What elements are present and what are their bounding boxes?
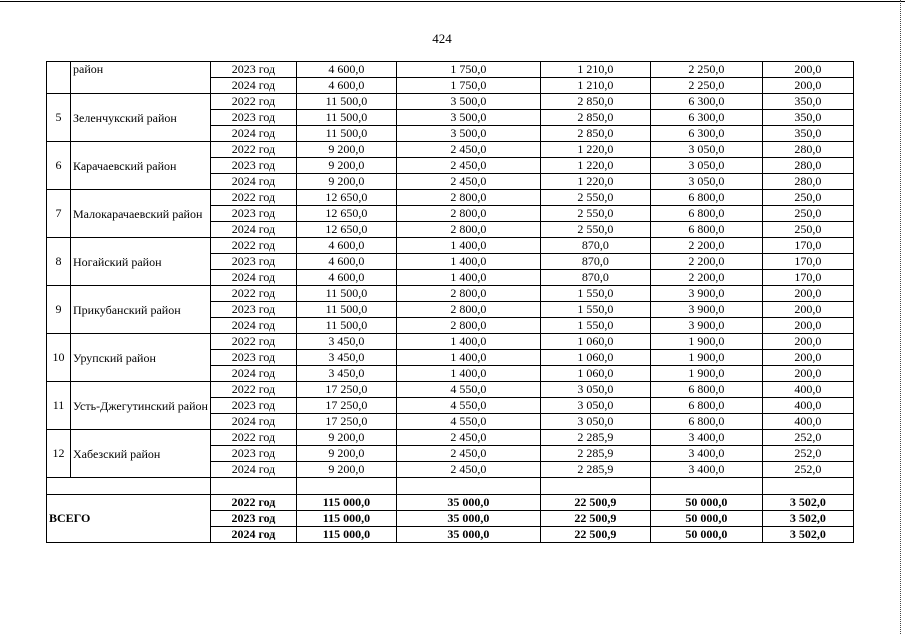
cell-value-col2: 2 450,0	[396, 462, 540, 478]
cell-value-col5: 200,0	[762, 78, 853, 94]
cell-value-col3: 1 210,0	[540, 62, 650, 78]
cell-value-col1: 12 650,0	[296, 206, 396, 222]
empty-cell	[296, 478, 396, 495]
cell-value-col5: 250,0	[762, 190, 853, 206]
cell-value-col3: 1 220,0	[540, 158, 650, 174]
district-number: 10	[47, 334, 71, 382]
table-row	[47, 238, 854, 254]
empty-cell	[210, 478, 296, 495]
cell-value-col5: 170,0	[762, 270, 853, 286]
cell-value-col5: 280,0	[762, 158, 853, 174]
cell-value-col3: 870,0	[540, 238, 650, 254]
cell-value-col4: 3 050,0	[650, 142, 762, 158]
cell-value-col1: 11 500,0	[296, 286, 396, 302]
district-name: Хабезский район	[71, 430, 211, 478]
empty-row	[47, 478, 854, 495]
cell-value-col2: 1 400,0	[396, 254, 540, 270]
total-value-col1: 115 000,0	[296, 495, 396, 511]
cell-year: 2023 год	[210, 254, 296, 270]
cell-value-col5: 252,0	[762, 430, 853, 446]
cell-value-col2: 2 800,0	[396, 222, 540, 238]
cell-value-col3: 870,0	[540, 270, 650, 286]
total-value-col1: 115 000,0	[296, 527, 396, 543]
cell-value-col3: 2 285,9	[540, 446, 650, 462]
cell-value-col4: 6 300,0	[650, 110, 762, 126]
cell-value-col3: 3 050,0	[540, 414, 650, 430]
cell-year: 2023 год	[210, 206, 296, 222]
district-name: Карачаевский район	[71, 142, 211, 190]
cell-value-col4: 6 800,0	[650, 190, 762, 206]
cell-value-col1: 17 250,0	[296, 398, 396, 414]
cell-year: 2024 год	[210, 78, 296, 94]
district-name: Урупский район	[71, 334, 211, 382]
cell-value-col5: 252,0	[762, 462, 853, 478]
cell-value-col3: 2 850,0	[540, 94, 650, 110]
page-edge-line	[900, 0, 901, 634]
cell-value-col2: 2 450,0	[396, 158, 540, 174]
cell-value-col2: 2 450,0	[396, 174, 540, 190]
cell-value-col4: 6 800,0	[650, 382, 762, 398]
total-value-col2: 35 000,0	[396, 511, 540, 527]
table-row	[47, 190, 854, 206]
cell-value-col2: 1 400,0	[396, 350, 540, 366]
district-number: 7	[47, 190, 71, 238]
cell-value-col3: 1 060,0	[540, 366, 650, 382]
cell-value-col1: 17 250,0	[296, 414, 396, 430]
cell-value-col5: 350,0	[762, 126, 853, 142]
total-value-col4: 50 000,0	[650, 511, 762, 527]
total-value-col3: 22 500,9	[540, 511, 650, 527]
cell-value-col2: 2 450,0	[396, 430, 540, 446]
cell-value-col2: 1 400,0	[396, 270, 540, 286]
total-value-col5: 3 502,0	[762, 495, 853, 511]
cell-value-col5: 200,0	[762, 318, 853, 334]
total-value-col4: 50 000,0	[650, 495, 762, 511]
cell-value-col4: 6 300,0	[650, 94, 762, 110]
cell-value-col4: 6 800,0	[650, 414, 762, 430]
cell-value-col4: 3 900,0	[650, 286, 762, 302]
cell-value-col5: 200,0	[762, 286, 853, 302]
cell-value-col5: 400,0	[762, 398, 853, 414]
cell-value-col4: 1 900,0	[650, 366, 762, 382]
cell-year: 2024 год	[210, 366, 296, 382]
cell-value-col3: 2 285,9	[540, 430, 650, 446]
cell-value-col4: 2 250,0	[650, 62, 762, 78]
cell-value-col3: 1 210,0	[540, 78, 650, 94]
cell-value-col5: 400,0	[762, 414, 853, 430]
cell-value-col2: 2 450,0	[396, 446, 540, 462]
cell-year: 2022 год	[210, 238, 296, 254]
cell-value-col2: 3 500,0	[396, 110, 540, 126]
cell-value-col4: 6 800,0	[650, 222, 762, 238]
cell-value-col1: 12 650,0	[296, 222, 396, 238]
cell-value-col1: 11 500,0	[296, 126, 396, 142]
cell-value-col4: 3 900,0	[650, 302, 762, 318]
cell-value-col5: 350,0	[762, 110, 853, 126]
cell-year: 2023 год	[210, 302, 296, 318]
cell-value-col5: 200,0	[762, 350, 853, 366]
cell-value-col1: 9 200,0	[296, 430, 396, 446]
cell-value-col4: 1 900,0	[650, 334, 762, 350]
cell-value-col4: 6 800,0	[650, 398, 762, 414]
cell-year: 2024 год	[210, 222, 296, 238]
cell-value-col2: 1 400,0	[396, 366, 540, 382]
cell-value-col1: 3 450,0	[296, 350, 396, 366]
table-row	[47, 142, 854, 158]
cell-year: 2024 год	[210, 318, 296, 334]
cell-value-col3: 2 550,0	[540, 190, 650, 206]
cell-value-col3: 1 220,0	[540, 142, 650, 158]
cell-value-col1: 4 600,0	[296, 78, 396, 94]
cell-value-col5: 280,0	[762, 142, 853, 158]
cell-value-col4: 1 900,0	[650, 350, 762, 366]
cell-value-col4: 2 200,0	[650, 254, 762, 270]
total-value-col3: 22 500,9	[540, 527, 650, 543]
cell-year: 2023 год	[210, 110, 296, 126]
cell-value-col3: 2 550,0	[540, 222, 650, 238]
cell-year: 2023 год	[210, 350, 296, 366]
cell-value-col3: 1 550,0	[540, 318, 650, 334]
district-name: Зеленчукский район	[71, 94, 211, 142]
cell-value-col4: 3 900,0	[650, 318, 762, 334]
cell-value-col3: 1 060,0	[540, 334, 650, 350]
cell-value-col3: 3 050,0	[540, 382, 650, 398]
cell-year: 2022 год	[210, 190, 296, 206]
cell-value-col1: 11 500,0	[296, 302, 396, 318]
cell-year: 2022 год	[210, 286, 296, 302]
cell-year: 2023 год	[210, 446, 296, 462]
cell-value-col5: 250,0	[762, 222, 853, 238]
cell-value-col1: 17 250,0	[296, 382, 396, 398]
cell-value-col4: 6 800,0	[650, 206, 762, 222]
total-year: 2024 год	[210, 527, 296, 543]
cell-value-col5: 170,0	[762, 238, 853, 254]
cell-year: 2024 год	[210, 270, 296, 286]
cell-year: 2022 год	[210, 334, 296, 350]
district-name: Прикубанский район	[71, 286, 211, 334]
district-number: 5	[47, 94, 71, 142]
cell-year: 2022 год	[210, 382, 296, 398]
district-number: 12	[47, 430, 71, 478]
total-year: 2023 год	[210, 511, 296, 527]
cell-value-col3: 2 550,0	[540, 206, 650, 222]
total-value-col5: 3 502,0	[762, 527, 853, 543]
cell-value-col1: 3 450,0	[296, 366, 396, 382]
district-number	[47, 62, 71, 94]
total-value-col2: 35 000,0	[396, 495, 540, 511]
cell-value-col2: 1 750,0	[396, 78, 540, 94]
table-row	[47, 94, 854, 110]
empty-cell	[540, 478, 650, 495]
cell-value-col5: 200,0	[762, 302, 853, 318]
total-value-col5: 3 502,0	[762, 511, 853, 527]
cell-value-col1: 11 500,0	[296, 94, 396, 110]
cell-value-col4: 2 200,0	[650, 270, 762, 286]
cell-value-col5: 170,0	[762, 254, 853, 270]
cell-value-col4: 2 250,0	[650, 78, 762, 94]
cell-value-col4: 3 400,0	[650, 446, 762, 462]
cell-value-col5: 350,0	[762, 94, 853, 110]
cell-value-col4: 2 200,0	[650, 238, 762, 254]
cell-value-col2: 3 500,0	[396, 126, 540, 142]
cell-year: 2023 год	[210, 158, 296, 174]
cell-year: 2024 год	[210, 174, 296, 190]
total-value-col3: 22 500,9	[540, 495, 650, 511]
total-label: ВСЕГО	[47, 495, 211, 543]
table-row	[47, 382, 854, 398]
cell-value-col2: 1 400,0	[396, 334, 540, 350]
cell-value-col5: 280,0	[762, 174, 853, 190]
district-name: Ногайский район	[71, 238, 211, 286]
cell-value-col1: 11 500,0	[296, 110, 396, 126]
cell-value-col1: 9 200,0	[296, 462, 396, 478]
cell-value-col1: 4 600,0	[296, 62, 396, 78]
cell-value-col1: 12 650,0	[296, 190, 396, 206]
empty-cell	[47, 478, 211, 495]
district-name: Малокарачаевский район	[71, 190, 211, 238]
cell-value-col4: 6 300,0	[650, 126, 762, 142]
cell-value-col2: 4 550,0	[396, 382, 540, 398]
cell-value-col3: 2 285,9	[540, 462, 650, 478]
cell-value-col2: 2 800,0	[396, 190, 540, 206]
cell-value-col3: 1 220,0	[540, 174, 650, 190]
cell-value-col2: 4 550,0	[396, 398, 540, 414]
cell-value-col2: 2 800,0	[396, 206, 540, 222]
district-number: 11	[47, 382, 71, 430]
cell-value-col5: 200,0	[762, 366, 853, 382]
cell-year: 2024 год	[210, 462, 296, 478]
cell-value-col3: 2 850,0	[540, 126, 650, 142]
table-body	[47, 62, 854, 543]
cell-value-col2: 3 500,0	[396, 94, 540, 110]
cell-value-col1: 9 200,0	[296, 174, 396, 190]
cell-value-col3: 1 060,0	[540, 350, 650, 366]
cell-value-col4: 3 050,0	[650, 158, 762, 174]
cell-year: 2022 год	[210, 142, 296, 158]
page-number: 424	[432, 31, 452, 46]
total-value-col1: 115 000,0	[296, 511, 396, 527]
cell-value-col2: 1 400,0	[396, 238, 540, 254]
cell-value-col2: 2 450,0	[396, 142, 540, 158]
cell-value-col4: 3 050,0	[650, 174, 762, 190]
cell-year: 2023 год	[210, 62, 296, 78]
table-row	[47, 334, 854, 350]
table-row	[47, 430, 854, 446]
total-value-col2: 35 000,0	[396, 527, 540, 543]
cell-value-col1: 3 450,0	[296, 334, 396, 350]
cell-value-col5: 200,0	[762, 334, 853, 350]
cell-year: 2022 год	[210, 94, 296, 110]
total-value-col4: 50 000,0	[650, 527, 762, 543]
budget-table	[46, 61, 854, 543]
district-name: район	[71, 62, 211, 94]
cell-value-col4: 3 400,0	[650, 430, 762, 446]
cell-value-col1: 4 600,0	[296, 238, 396, 254]
cell-value-col3: 3 050,0	[540, 398, 650, 414]
cell-value-col5: 252,0	[762, 446, 853, 462]
cell-value-col3: 1 550,0	[540, 302, 650, 318]
table-row	[47, 62, 854, 78]
total-row	[47, 495, 854, 511]
empty-cell	[650, 478, 762, 495]
cell-value-col2: 2 800,0	[396, 286, 540, 302]
cell-year: 2023 год	[210, 398, 296, 414]
cell-value-col5: 250,0	[762, 206, 853, 222]
cell-year: 2024 год	[210, 414, 296, 430]
cell-value-col3: 1 550,0	[540, 286, 650, 302]
district-number: 8	[47, 238, 71, 286]
table-row	[47, 286, 854, 302]
cell-value-col5: 400,0	[762, 382, 853, 398]
cell-value-col2: 2 800,0	[396, 302, 540, 318]
cell-value-col3: 2 850,0	[540, 110, 650, 126]
empty-cell	[762, 478, 853, 495]
cell-value-col2: 4 550,0	[396, 414, 540, 430]
cell-value-col2: 2 800,0	[396, 318, 540, 334]
cell-year: 2024 год	[210, 126, 296, 142]
cell-value-col1: 11 500,0	[296, 318, 396, 334]
cell-value-col1: 9 200,0	[296, 158, 396, 174]
empty-cell	[396, 478, 540, 495]
top-border-line	[0, 1, 905, 2]
cell-year: 2022 год	[210, 430, 296, 446]
district-number: 6	[47, 142, 71, 190]
cell-value-col1: 9 200,0	[296, 142, 396, 158]
district-number: 9	[47, 286, 71, 334]
district-name: Усть-Джегутинский район	[71, 382, 211, 430]
cell-value-col2: 1 750,0	[396, 62, 540, 78]
cell-value-col1: 9 200,0	[296, 446, 396, 462]
cell-value-col1: 4 600,0	[296, 270, 396, 286]
cell-value-col3: 870,0	[540, 254, 650, 270]
cell-value-col4: 3 400,0	[650, 462, 762, 478]
total-year: 2022 год	[210, 495, 296, 511]
cell-value-col5: 200,0	[762, 62, 853, 78]
cell-value-col1: 4 600,0	[296, 254, 396, 270]
